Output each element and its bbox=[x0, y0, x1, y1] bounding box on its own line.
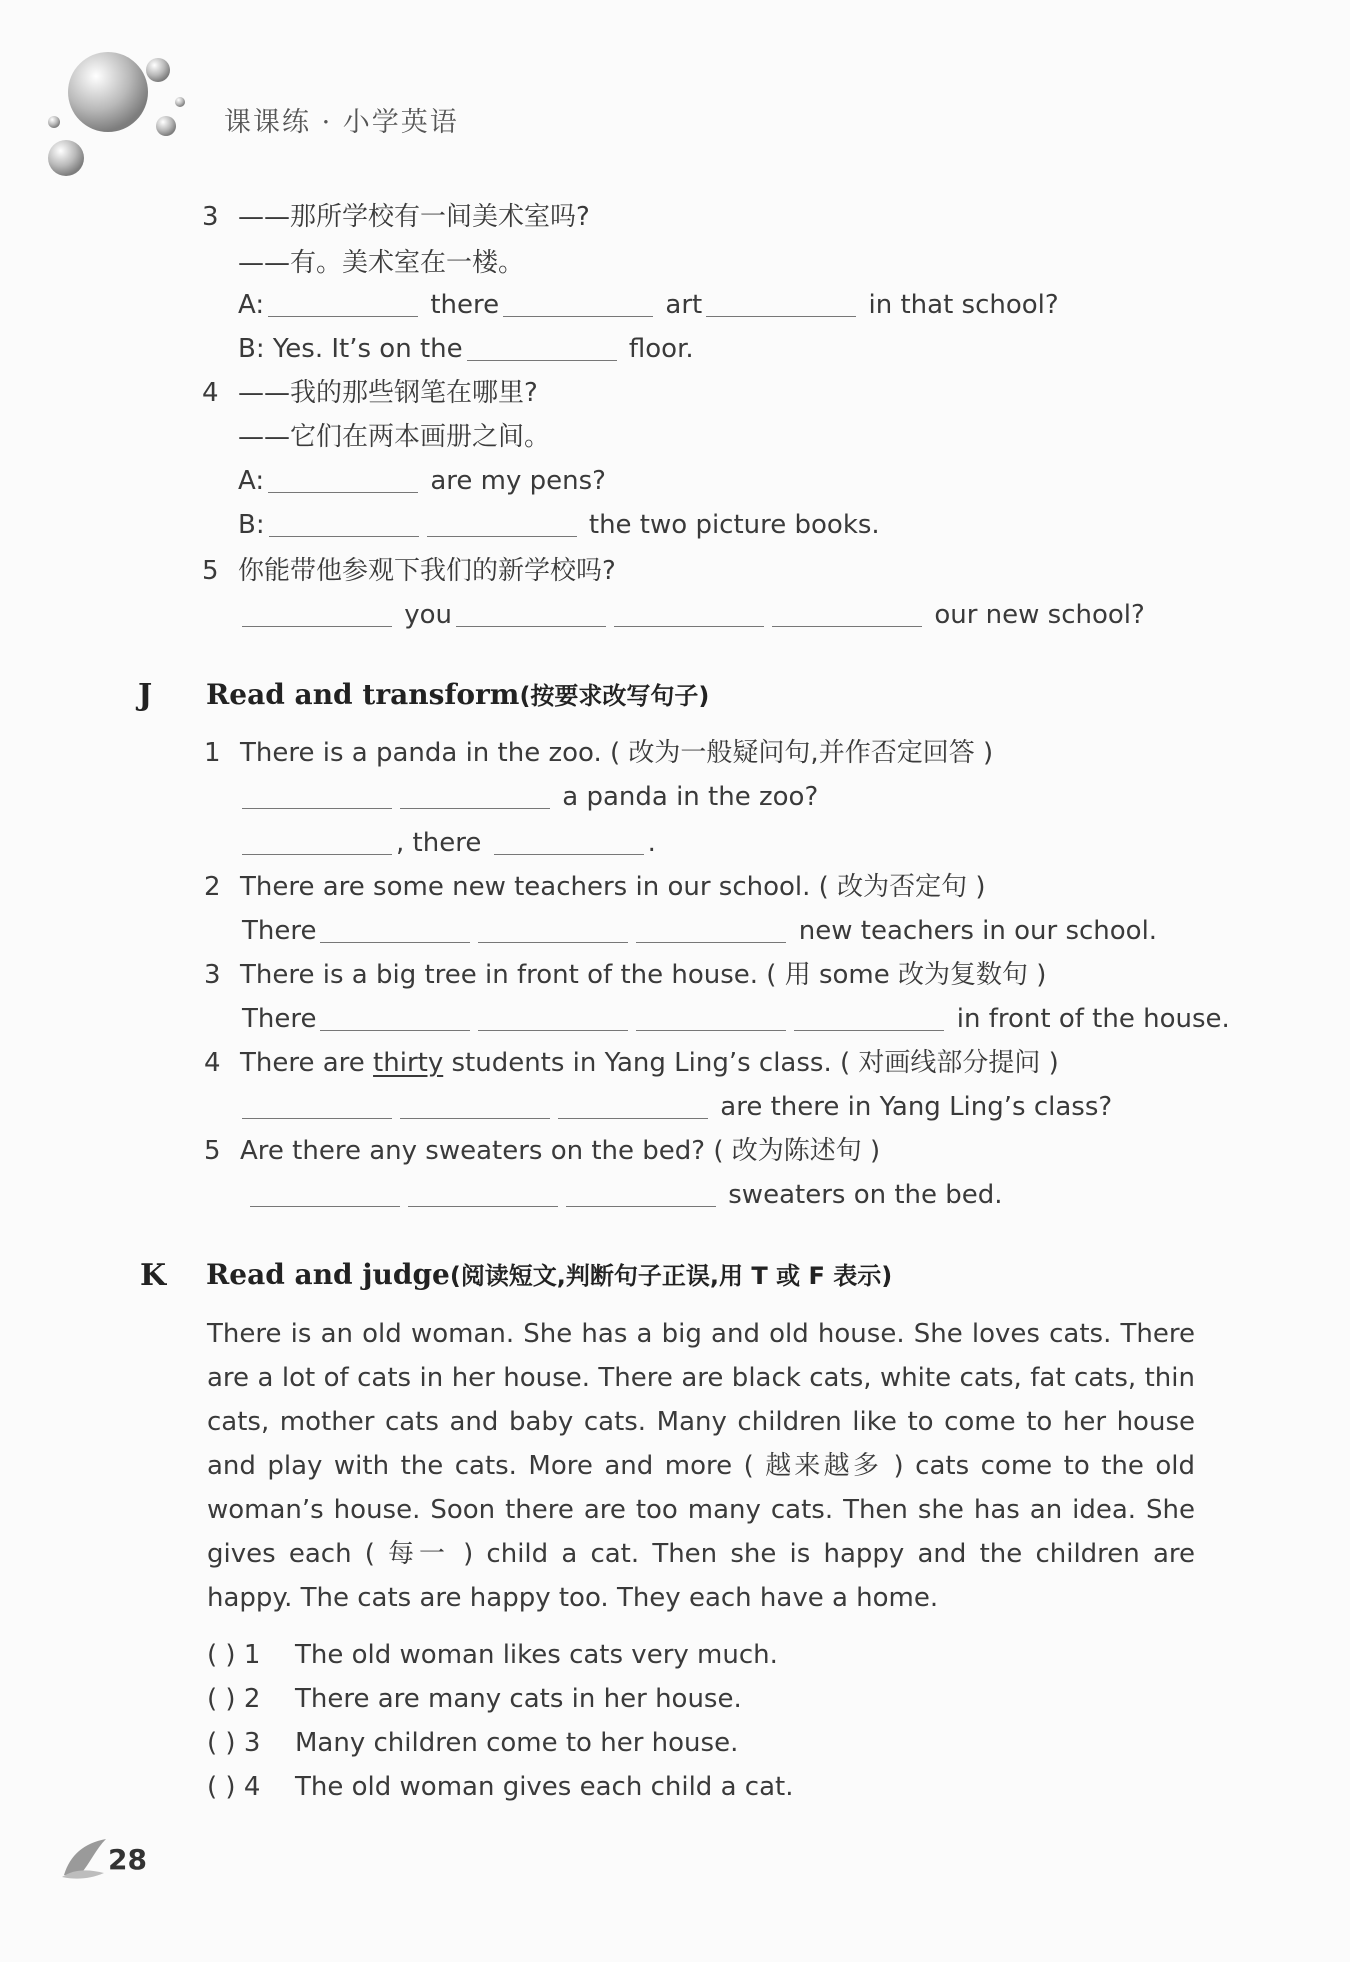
j-item-3-line-2: There in front of the house. bbox=[242, 1004, 1230, 1034]
item-3-cn-question: 3 ——那所学校有一间美术室吗? bbox=[202, 202, 590, 232]
answer-blank[interactable] bbox=[320, 1005, 470, 1031]
answer-blank[interactable] bbox=[478, 917, 628, 943]
answer-blank[interactable] bbox=[636, 917, 786, 943]
judge-statement-4: ( ) 4 The old woman gives each child a cat. bbox=[207, 1772, 794, 1802]
answer-blank[interactable] bbox=[400, 783, 550, 809]
answer-blank[interactable] bbox=[794, 1005, 944, 1031]
underlined-word: thirty bbox=[373, 1048, 444, 1078]
answer-blank[interactable] bbox=[566, 1181, 716, 1207]
item-5-line: you our new school? bbox=[238, 598, 1145, 632]
j-item-3-sentence: 3 There is a big tree in front of the house. ( 用 some 改为复数句 ) bbox=[204, 960, 1047, 990]
answer-blank[interactable] bbox=[268, 467, 418, 493]
answer-blank[interactable] bbox=[456, 601, 606, 627]
answer-blank[interactable] bbox=[772, 601, 922, 627]
section-k-title: Read and judge(阅读短文,判断句子正误,用 T 或 F 表示) bbox=[206, 1258, 893, 1291]
answer-blank[interactable] bbox=[427, 511, 577, 537]
j-item-1-sentence: 1 There is a panda in the zoo. ( 改为一般疑问句,并作否定回答 ) bbox=[204, 738, 994, 768]
item-4-line-b: B: the two picture books. bbox=[238, 510, 880, 540]
answer-blank[interactable] bbox=[242, 783, 392, 809]
j-item-4-line-2: are there in Yang Ling’s class? bbox=[238, 1090, 1112, 1124]
j-item-4-sentence: 4 There are thirty students in Yang Ling’s class. ( 对画线部分提问 ) bbox=[204, 1048, 1059, 1078]
answer-blank[interactable] bbox=[614, 601, 764, 627]
answer-blank[interactable] bbox=[242, 1093, 392, 1119]
j-item-5-sentence: 5 Are there any sweaters on the bed? ( 改为陈述句 ) bbox=[204, 1136, 881, 1166]
item-4-cn-question: 4 ——我的那些钢笔在哪里? bbox=[202, 378, 538, 408]
j-item-2-line-2: There new teachers in our school. bbox=[242, 916, 1158, 946]
leaf-decoration-icon bbox=[60, 1835, 110, 1880]
answer-blank[interactable] bbox=[268, 291, 418, 317]
answer-blank[interactable] bbox=[400, 1093, 550, 1119]
answer-blank[interactable] bbox=[242, 829, 392, 855]
section-j-letter: J bbox=[138, 678, 153, 713]
section-k-letter: K bbox=[140, 1258, 167, 1293]
answer-blank[interactable] bbox=[320, 917, 470, 943]
item-4-line-a: A: are my pens? bbox=[238, 466, 606, 496]
answer-blank[interactable] bbox=[558, 1093, 708, 1119]
judge-statement-1: ( ) 1 The old woman likes cats very much. bbox=[207, 1640, 778, 1670]
answer-blank[interactable] bbox=[467, 335, 617, 361]
answer-blank[interactable] bbox=[269, 511, 419, 537]
j-item-5-line-2: sweaters on the bed. bbox=[246, 1178, 1003, 1212]
answer-blank[interactable] bbox=[494, 829, 644, 855]
item-3-line-b: B: Yes. It’s on the floor. bbox=[238, 334, 694, 364]
j-item-1-line-3: , there . bbox=[238, 826, 656, 860]
answer-blank[interactable] bbox=[250, 1181, 400, 1207]
page-number: 28 bbox=[108, 1843, 147, 1876]
answer-blank[interactable] bbox=[503, 291, 653, 317]
item-5-cn-question: 5 你能带他参观下我们的新学校吗? bbox=[202, 556, 616, 586]
answer-blank[interactable] bbox=[706, 291, 856, 317]
section-j-title: Read and transform(按要求改写句子) bbox=[206, 678, 710, 711]
judge-statement-2: ( ) 2 There are many cats in her house. bbox=[207, 1684, 742, 1714]
judge-statement-3: ( ) 3 Many children come to her house. bbox=[207, 1728, 739, 1758]
answer-blank[interactable] bbox=[408, 1181, 558, 1207]
item-3-cn-answer: ——有。美术室在一楼。 bbox=[238, 248, 525, 278]
j-item-2-sentence: 2 There are some new teachers in our school. ( 改为否定句 ) bbox=[204, 872, 986, 902]
j-item-1-line-2: a panda in the zoo? bbox=[238, 780, 818, 814]
reading-passage: There is an old woman. She has a big and old house. She loves cats. There are a lot of cats in her house. There are black cats, white cats, fat cats, thin cats, mother cats and baby cats. Many children like to come to her house and play with the cats. More and more ( 越来越多 ) cats come to the old woman’s house. Soon there are too many cats. Then she has an idea. She gives each ( 每一 ) child a cat. Then she is happy and the children are happy. The cats are happy too. They each have a home. bbox=[207, 1319, 1195, 1613]
item-3-line-a: A: there art in that school? bbox=[238, 290, 1059, 320]
answer-blank[interactable] bbox=[636, 1005, 786, 1031]
bubbles-decoration-icon bbox=[40, 50, 200, 180]
answer-blank[interactable] bbox=[242, 601, 392, 627]
item-4-cn-answer: ——它们在两本画册之间。 bbox=[238, 422, 551, 452]
running-head: 课课练 · 小学英语 bbox=[224, 107, 459, 138]
answer-blank[interactable] bbox=[478, 1005, 628, 1031]
